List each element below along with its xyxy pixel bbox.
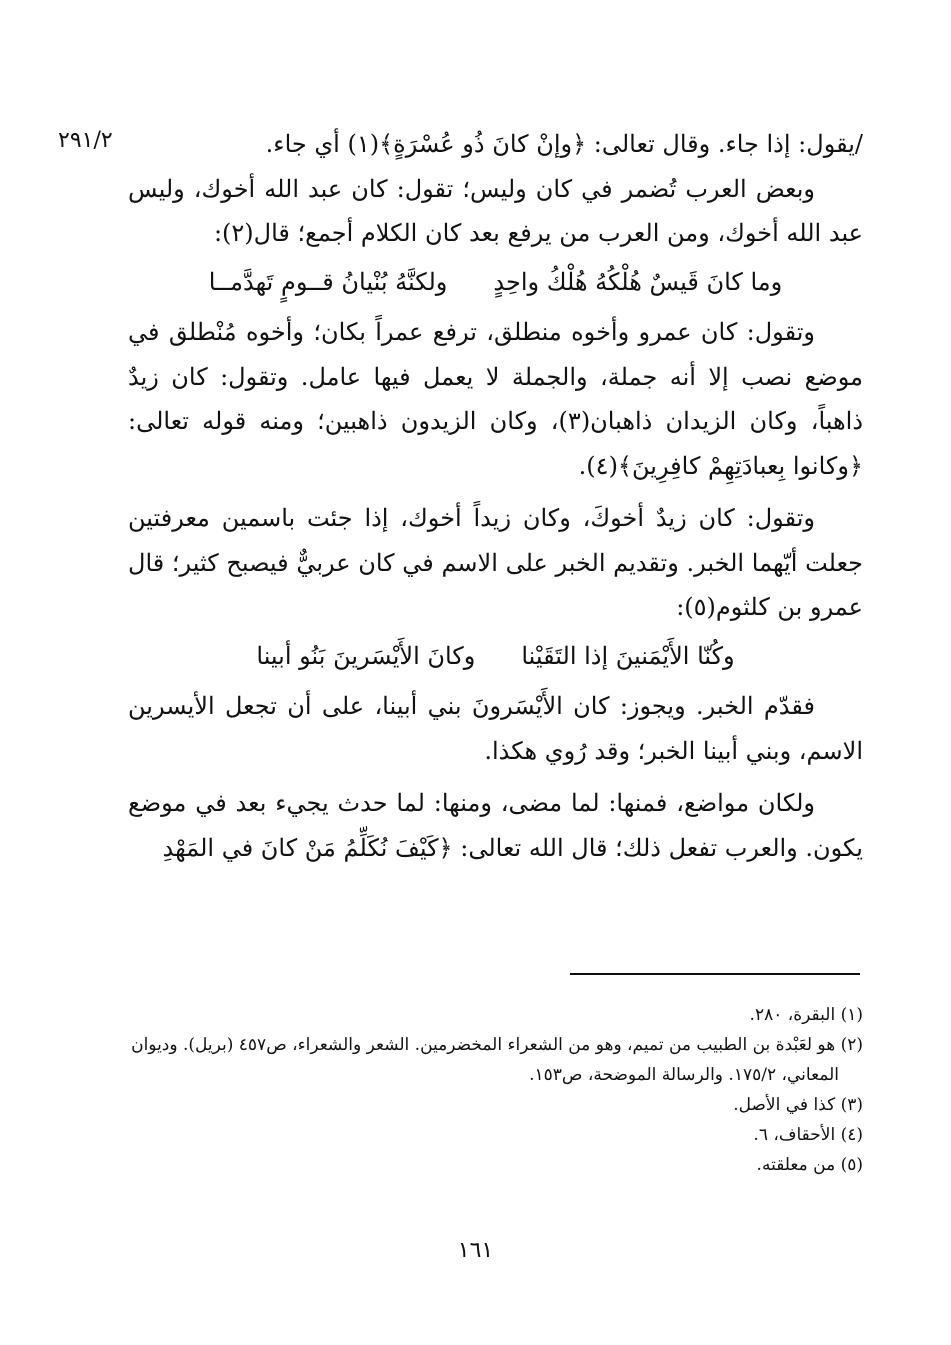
paragraph-5: ولكان مواضع، فمنها: لما مضى، ومنها: لما حدث يجيء بعد في موضع يكون. والعرب تفعل ذلك؛ قال الله تعالى: ﴿كَيْفَ نُكَلِّمُ مَنْ كانَ في المَهْدِ [128,789,863,862]
footnote-3: (٣) كذا في الأصل. [733,1095,863,1115]
page-number: ١٦١ [457,1238,494,1263]
volume-page-reference: ٢٩١/٢ [58,128,113,153]
verse-1-first-hemistich: وما كانَ قَيسٌ هُلْكُهُ هُلْكُ واحِدٍ [493,267,783,296]
paragraph-3: وتقول: كان زيدٌ أخوكَ، وكان زيداً أخوك، إذا جئت باسمين معرفتين جعلت أيّهما الخبر. وتقديم الخبر على الاسم في كان عربيٌّ فيصبح كثير؛ قال عمرو بن كلثوم(٥): [128,504,863,621]
paragraph-4: فقدّم الخبر. ويجوز: كان الأَيْسَرونَ بني أبينا، على أن تجعل الأيسرين الاسم، وبني أبينا الخبر؛ وقد رُوي هكذا. [128,692,863,765]
footnote-5: (٥) من معلقته. [756,1155,863,1175]
footnote-separator [570,973,860,975]
paragraph-1: وبعض العرب تُضمر في كان وليس؛ تقول: كان عبد الله أخوك، وليس عبد الله أخوك، ومن العرب من يرفع بعد كان الكلام أجمع؛ قال(٢): [128,174,863,247]
footnote-4: (٤) الأحقاف، ٦. [753,1125,863,1145]
paragraph-2: وتقول: كان عمرو وأخوه منطلق، ترفع عمراً بكان؛ وأخوه مُنْطلق في موضع نصب إلا أنه جملة، والجملة لا يعمل فيها عامل. وتقول: كان زيدٌ ذاهباً، وكان الزيدان ذاهبان(٣)، وكان الزيدون ذاهبين؛ ومنه قوله تعالى: ﴿وكانوا بِعبادَتِهِمْ كافِرِينَ﴾(٤). [128,318,864,480]
verse-1-second-hemistich: ولكنَّهُ بُنْيانُ قــومٍ تَهدَّمــا [208,267,448,296]
verse-2-second-hemistich: وكانَ الأَيْسَرينَ بَنُو أبينا [256,641,476,670]
footnote-2-continuation: المعاني، ١٧٥/٢. والرسالة الموضحة، ص١٥٣. [529,1065,839,1085]
verse-2 [128,634,863,679]
opening-line: /يقول: إذا جاء. وقال تعالى: ﴿وإنْ كانَ ذُو عُسْرَةٍ﴾(١) أي جاء. [265,130,863,158]
footnote-2: (٢) هو لعَبْدة بن الطبيب من تميم، وهو من الشعراء المخضرمين. الشعر والشعراء، ص٤٥٧ (بريل). وديوان [131,1035,863,1055]
main-text [128,122,863,870]
verse-2-first-hemistich: وكُنّا الأَيْمَنينَ إذا التَقَيْنا [521,641,735,670]
footnote-1: (١) البقرة، ٢٨٠. [749,1005,863,1025]
footnotes [128,1000,863,1180]
verse-1 [128,260,863,305]
